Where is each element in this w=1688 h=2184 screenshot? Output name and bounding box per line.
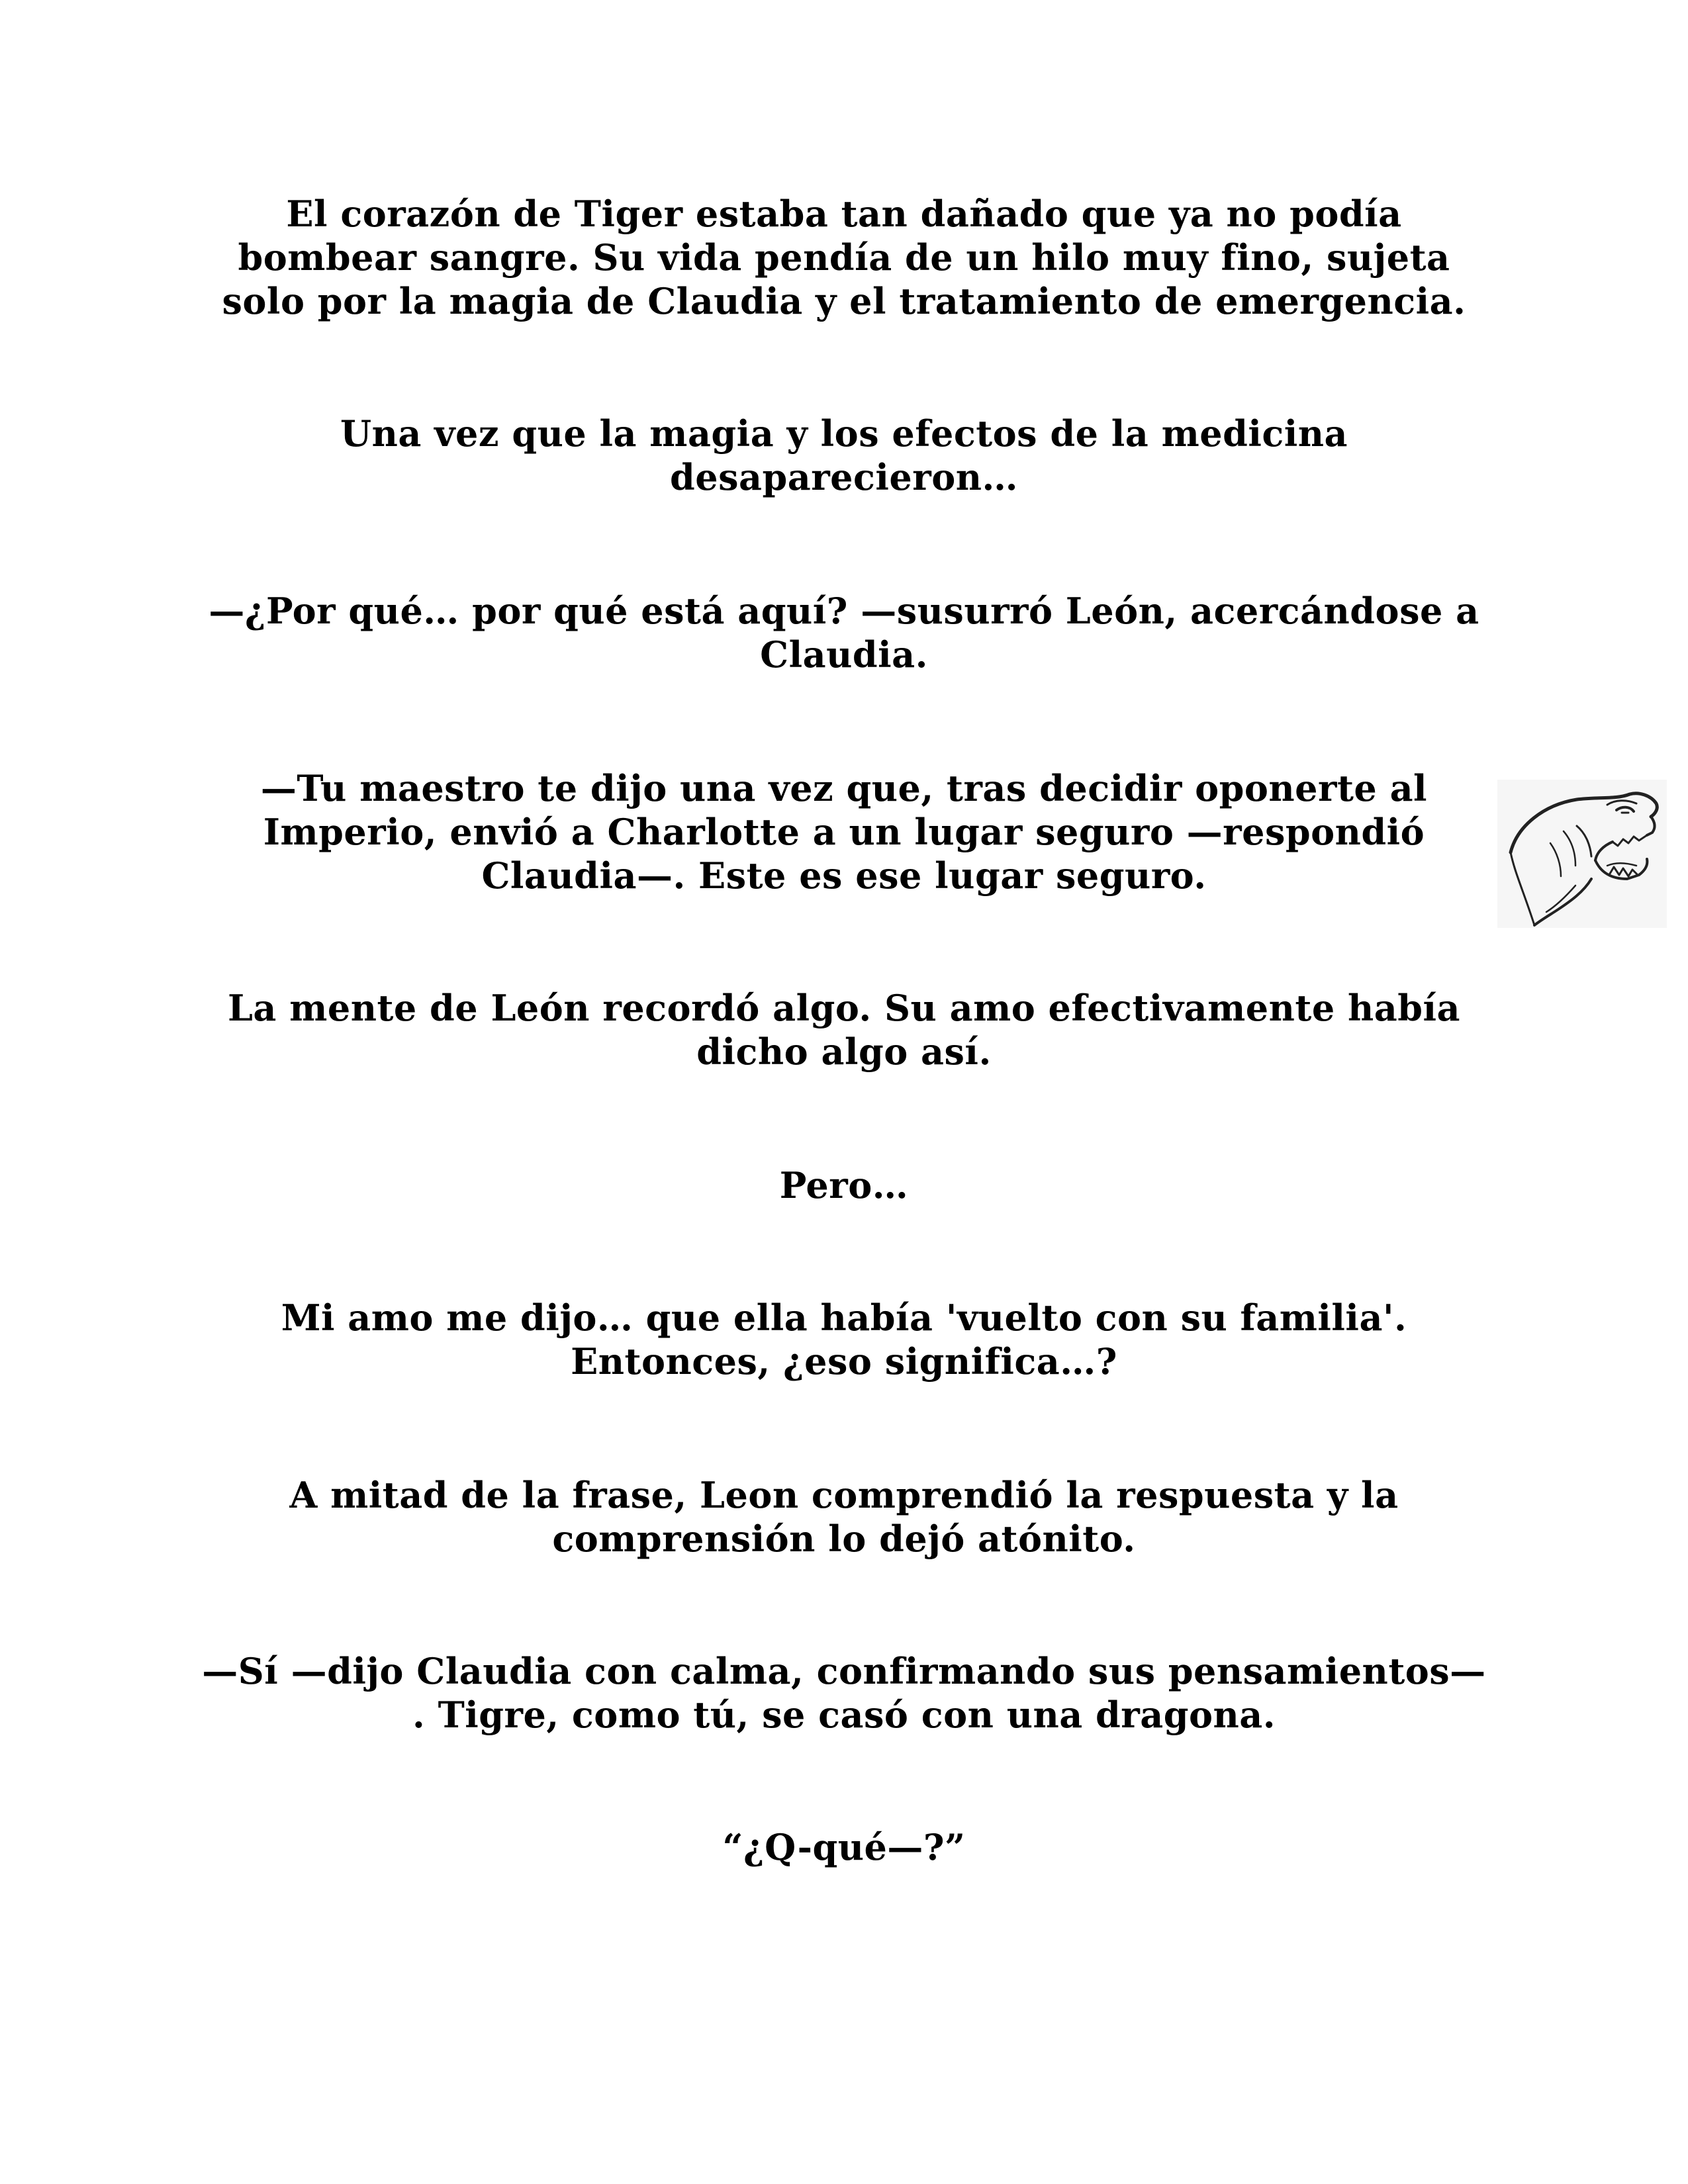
paragraph-line: Imperio, envió a Charlotte a un lugar seguro —respondió	[263, 811, 1425, 853]
paragraph-7	[199, 1296, 1489, 1383]
paragraph-4	[199, 766, 1489, 897]
paragraph-line: bombear sangre. Su vida pendía de un hilo muy fino, sujeta	[238, 236, 1450, 279]
paragraph-line: comprensión lo dejó atónito.	[552, 1518, 1136, 1560]
paragraph-line: —Tu maestro te dijo una vez que, tras decidir oponerte al	[260, 767, 1428, 809]
paragraph-line: . Tigre, como tú, se casó con una dragona.	[412, 1694, 1276, 1736]
paragraph-line: desaparecieron…	[669, 456, 1019, 498]
paragraph-line: solo por la magia de Claudia y el tratamiento de emergencia.	[222, 280, 1466, 322]
paragraph-3	[199, 589, 1489, 676]
paragraph-line: La mente de León recordó algo. Su amo efectivamente había	[227, 987, 1461, 1029]
paragraph-10	[199, 1825, 1489, 1869]
paragraph-line: “¿Q-qué—?”	[722, 1826, 966, 1868]
paragraph-line: dicho algo así.	[696, 1030, 992, 1073]
paragraph-line: Claudia.	[760, 633, 928, 676]
paragraph-8	[199, 1473, 1489, 1561]
paragraph-line: El corazón de Tiger estaba tan dañado que ya no podía	[286, 193, 1402, 235]
paragraph-line: Una vez que la magia y los efectos de la medicina	[340, 412, 1348, 455]
paragraph-line: Claudia—. Este es ese lugar seguro.	[481, 854, 1207, 897]
paragraph-line: —¿Por qué… por qué está aquí? —susurró León, acercándose a	[209, 590, 1479, 632]
paragraph-1	[199, 192, 1489, 323]
paragraph-6	[199, 1163, 1489, 1207]
paragraph-line: Mi amo me dijo… que ella había 'vuelto con su familia'.	[281, 1297, 1407, 1339]
paragraph-line: —Sí —dijo Claudia con calma, confirmando sus pensamientos—	[202, 1650, 1486, 1692]
dragon-head-sketch-icon	[1497, 780, 1667, 928]
paragraph-9	[199, 1649, 1489, 1737]
paragraph-line: Pero…	[779, 1164, 909, 1206]
paragraph-5	[199, 986, 1489, 1073]
paragraph-line: Entonces, ¿eso significa…?	[571, 1340, 1117, 1383]
paragraph-line: A mitad de la frase, Leon comprendió la respuesta y la	[289, 1474, 1399, 1516]
paragraph-2	[199, 412, 1489, 499]
